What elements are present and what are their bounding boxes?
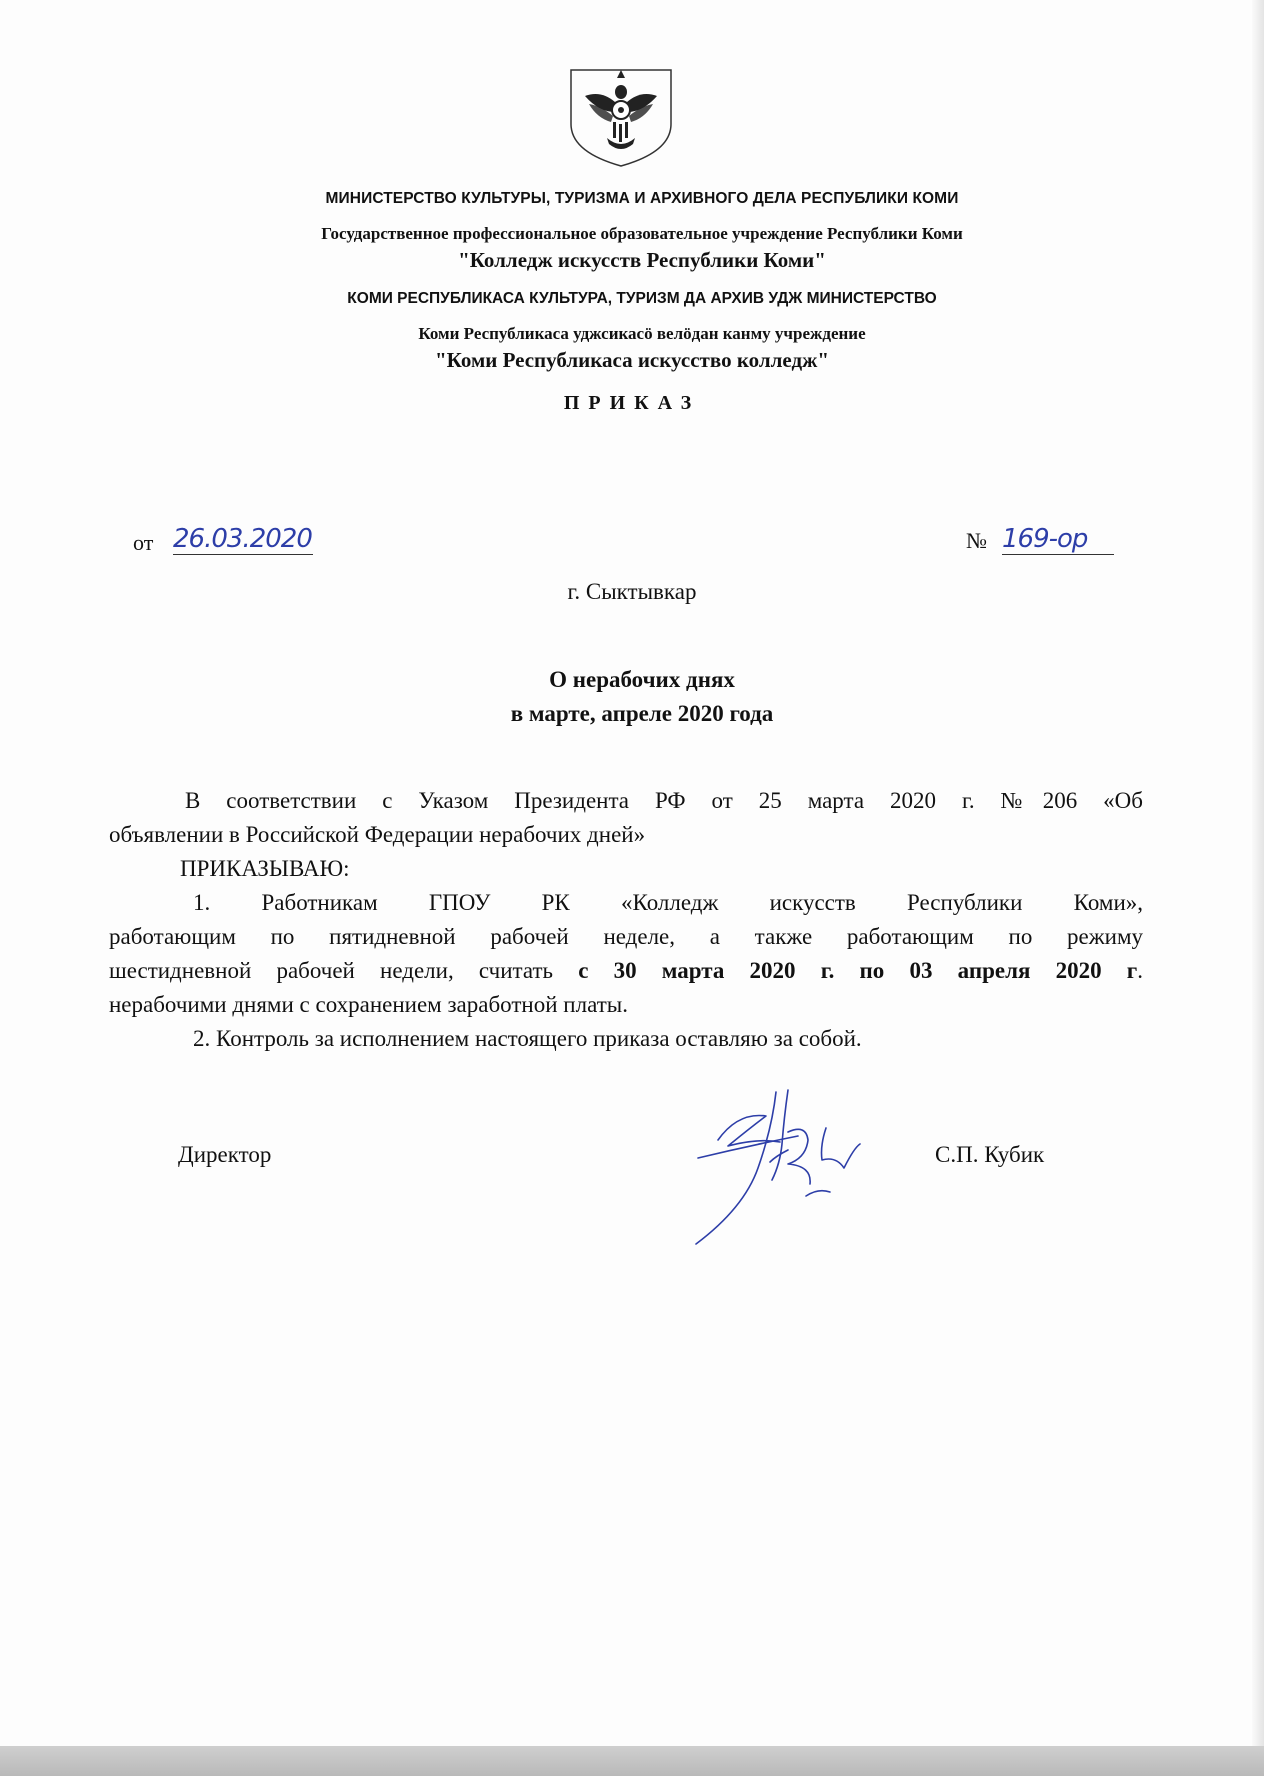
city: г. Сыктывкар — [567, 579, 697, 604]
institution-name-ru: Государственное профессиональное образовательное учреждение Республики Коми — [321, 224, 963, 243]
college-name-komi: "Коми Республикаса искусство колледж" — [435, 348, 829, 372]
item-1-line-4: нерабочими днями с сохранением заработной платы. — [109, 992, 628, 1017]
number-label: № — [966, 528, 987, 553]
institution-name-komi: Коми Республикаса уджсикасӧ велӧдан канму учреждение — [418, 324, 866, 343]
item-1-dates-bold: с 30 марта 2020 г. по 03 апреля 2020 г — [578, 958, 1138, 983]
item-2: 2. Контроль за исполнением настоящего приказа оставляю за собой. — [193, 1026, 862, 1051]
document-type: ПРИКАЗ — [563, 392, 701, 414]
handwritten-signature — [688, 1088, 888, 1248]
komi-coat-of-arms-emblem — [565, 66, 677, 168]
scan-page-edge — [1252, 0, 1264, 1776]
order-title-line-1: О нерабочих днях — [549, 667, 735, 692]
handwritten-number: 169-ор — [1002, 524, 1114, 555]
scan-bottom-border — [0, 1746, 1264, 1776]
preamble-line-1: В соответствии с Указом Президента РФ от 25 марта 2020 г. №206 «Об — [185, 788, 1143, 813]
ministry-name-ru: МИНИСТЕРСТВО КУЛЬТУРЫ, ТУРИЗМА И АРХИВНОГО ДЕЛА РЕСПУБЛИКИ КОМИ — [325, 190, 959, 207]
order-title-line-2: в марте, апреле 2020 года — [510, 701, 774, 726]
handwritten-date: 26.03.2020 — [173, 524, 312, 554]
ministry-name-komi: КОМИ РЕСПУБЛИКАСА КУЛЬТУРА, ТУРИЗМ ДА АРХИВ УДЖ МИНИСТЕРСТВО — [347, 290, 937, 307]
item-1-line-3-suffix: . — [1137, 958, 1143, 983]
item-1-line-3-prefix: шестидневной рабочей недели, считать — [109, 958, 579, 983]
signatory-title: Директор — [178, 1142, 272, 1167]
date-label: от — [133, 530, 154, 555]
order-word: ПРИКАЗЫВАЮ: — [180, 856, 350, 881]
number-field — [966, 524, 1088, 554]
item-1-line-2: работающим по пятидневной рабочей неделе, а также работающим по режиму — [109, 924, 1143, 949]
date-field — [133, 524, 312, 556]
item-1-line-3 — [109, 954, 1143, 988]
college-name-ru: "Колледж искусств Республики Коми" — [458, 248, 826, 272]
preamble-line-2: объявлении в Российской Федерации нерабочих дней» — [109, 822, 646, 847]
item-1-line-1: 1. Работникам ГПОУ РК «Колледж искусств Республики Коми», — [193, 890, 1143, 915]
signatory-name: С.П. Кубик — [935, 1142, 1045, 1167]
